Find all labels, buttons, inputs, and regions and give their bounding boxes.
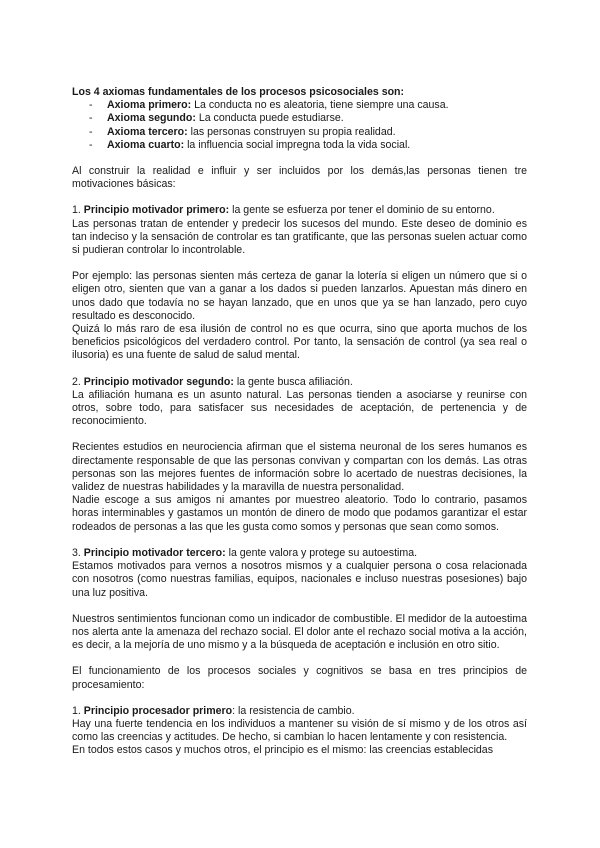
axiom-label: Axioma segundo: [107,112,196,125]
motivator-3-selfesteem: Nuestros sentimientos funcionan como un indicador de combustible. El medidor de la autoestima nos alerta ante la amenaza del rechazo social. El dolor ante el rechazo social motiva a la acción, es decir, a la mejoría de uno mismo y a la búsqueda de aceptación e inclusión en otro sitio. [72,612,527,652]
axiom-list [72,99,527,152]
processor-1-continuation: En todos estos casos y muchos otros, el principio es el mismo: las creencias establecidas [72,744,493,757]
axiom-label: Axioma primero: [107,99,192,112]
axiom-label: Axioma tercero: [107,125,188,138]
motivator-1-body: Las personas tratan de entender y predecir los sucesos del mundo. Este deseo de dominio es tan indeciso y la sensación de controlar es tan gratificante, que las personas suelen actuar como si pudieran controlar lo incontrolable. [72,217,527,257]
axiom-text: las personas construyen su propia realidad. [187,125,396,138]
motivator-2-heading: 2. Principio motivador segundo: la gente busca afiliación. [72,375,353,388]
axiom-text: la influencia social impregna toda la vida social. [184,138,411,151]
processor-1-body: Hay una fuerte tendencia en los individuos a mantener su visión de sí mismo y de los otros así como las creencias y actitudes. De hecho, si cambian lo hacen lentamente y con resistencia. [72,717,527,744]
motivator-1-example: Por ejemplo: las personas sienten más certeza de ganar la lotería si eligen un número que si o eligen otro, sienten que van a ganar a los dados si pueden lanzarlos. Apuestan más dinero en unos dado que todavía no se hayan lanzado, que en unos que ya se han lanzado, pero cuyo resultado es desconocido. [72,270,527,322]
axiom-text: La conducta puede estudiarse. [195,112,344,125]
processing-intro: El funcionamiento de los procesos sociales y cognitivos se basa en tres principios de procesamiento: [72,665,527,691]
dash-bullet: - [89,138,93,151]
axiom-label: Axioma cuarto: [107,138,185,151]
list-item [89,139,527,152]
page-heading: Los 4 axiomas fundamentales de los procesos psicosociales son: [72,86,405,98]
list-item [89,126,527,139]
dash-bullet: - [89,99,93,112]
dash-bullet: - [89,112,93,125]
motivator-1-heading: 1. Principio motivador primero: la gente se esfuerza por tener el dominio de su entorno. [72,204,495,217]
motivator-3-body: Estamos motivados para vernos a nosotros mismos y a cualquier persona o cosa relacionada con nosotros (como nuestras familias, equipos, nacionales e incluso nuestras posesiones) bajo una luz positiva. [72,560,527,599]
intro-paragraph: Al construir la realidad e influir y ser incluidos por los demás,las personas tienen tre motivaciones básicas: [72,165,527,191]
motivator-1-illusion: Quizá lo más raro de esa ilusión de control no es que ocurra, sino que aporta muchos de los beneficios psicológicos del verdadero control. Por tanto, la sensación de control (ya sea real o ilusoria) es una fuente de salud de salud mental. [72,323,527,362]
document-page [72,86,527,758]
list-item [89,112,527,125]
list-item [89,99,527,112]
motivator-2-friends: Nadie escoge a sus amigos ni amantes por muestreo aleatorio. Todo lo contrario, pasamos horas interminables y gastamos un montón de dinero de modo que podamos garantizar el estar rodeados de personas a las que les gusta como somos y personas que sean como somos. [72,494,527,533]
motivator-2-body: La afiliación humana es un asunto natural. Las personas tienden a asociarse y reunirse con otros, sobre todo, para satisfacer sus necesidades de aceptación, de pertenencia y de reconocimiento. [72,388,527,428]
motivator-2-neuroscience: Recientes estudios en neurociencia afirman que el sistema neuronal de los seres humanos es directamente responsable de que las personas convivan y compartan con los demás. Las otras personas son las mejores fuentes de información sobre lo acertado de nuestras decisiones, la validez de nuestras habilidades y la maravilla de nuestra personalidad. [72,441,527,494]
dash-bullet: - [89,125,93,138]
motivator-3-heading: 3. Principio motivador tercero: la gente valora y protege su autoestima. [72,546,418,559]
processor-1-heading: 1. Principio procesador primero: la resistencia de cambio. [72,704,355,717]
axiom-text: La conducta no es aleatoria, tiene siempre una causa. [191,99,449,112]
